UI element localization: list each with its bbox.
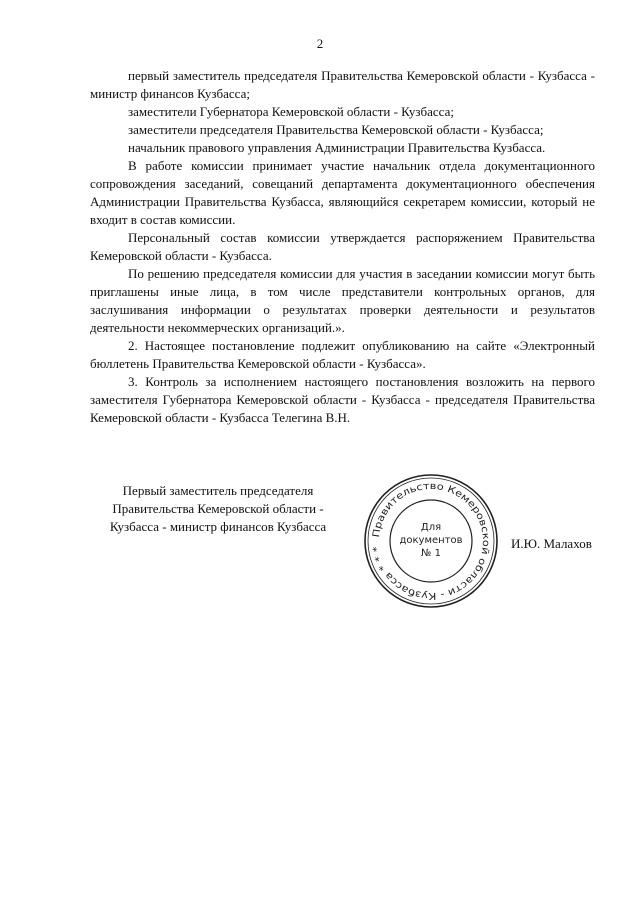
document-body — [90, 67, 595, 427]
signer-title-line: Первый заместитель председателя — [122, 483, 314, 498]
paragraph: заместители председателя Правительства Кемеровской области - Кузбасса; — [128, 122, 544, 137]
signer-title — [84, 482, 352, 536]
signer-name: И.Ю. Малахов — [511, 536, 592, 551]
seal-center-line: № 1 — [421, 548, 441, 559]
paragraph: заместители Губернатора Кемеровской области - Кузбасса; — [128, 104, 454, 119]
signer-title-line: Кузбасса - министр финансов Кузбасса — [109, 519, 327, 534]
paragraph: начальник правового управления Администрации Правительства Кузбасса. — [128, 140, 546, 155]
seal-ring-textpath: Правительство Кемеровской области - Кузбасса * * * — [371, 480, 492, 602]
signature-block — [84, 482, 604, 622]
paragraph: 3. Контроль за исполнением настоящего постановления возложить на первого заместителя Губернатора Кемеровской области - Кузбасса - председателя Правительства Кемеровской области - Кузбасса Телегина В.Н. — [90, 374, 595, 425]
signer-title-line: Правительства Кемеровской области - — [112, 501, 324, 516]
page-number: 2 — [316, 36, 324, 51]
paragraph: Персональный состав комиссии утверждается распоряжением Правительства Кемеровской области - Кузбасса. — [90, 230, 595, 263]
seal-center-line: документов — [399, 535, 463, 546]
official-seal — [362, 472, 500, 610]
paragraph: первый заместитель председателя Правительства Кемеровской области - Кузбасса - министр финансов Кузбасса; — [90, 68, 595, 101]
paragraph: 2. Настоящее постановление подлежит опубликованию на сайте «Электронный бюллетень Правительства Кемеровской области - Кузбасса». — [90, 338, 595, 371]
seal-graphic — [362, 472, 500, 610]
paragraph: По решению председателя комиссии для участия в заседании комиссии могут быть приглашены иные лица, в том числе представители контрольных органов, для заслушивания информации о результатах проверки деятельности и результатов деятельности некоммерческих организаций.». — [90, 266, 595, 335]
seal-center-line: Для — [420, 522, 442, 533]
paragraph: В работе комиссии принимает участие начальник отдела документационного сопровождения заседаний, совещаний департамента документационного обеспечения Администрации Правительства Кузбасса, являющийся секретарем комиссии, который не входит в состав комиссии. — [90, 158, 595, 227]
